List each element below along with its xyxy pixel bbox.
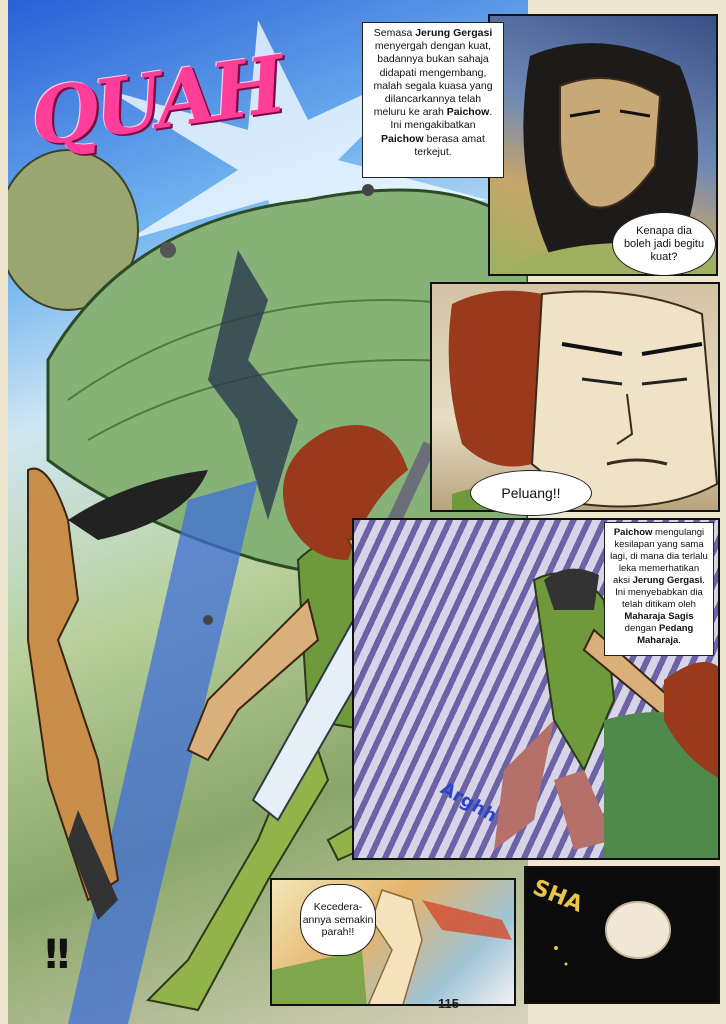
egg-object <box>606 902 670 958</box>
sfx-sha: SHA <box>529 875 587 918</box>
caption-narration-right: Paichow mengulangi kesilapan yang sama lagi, di mana dia terlalu leka memerhatikan aksi Jerung Gergasi. Ini menyebabkan dia telah ditikam oleh Maharaja Sagis dengan Pedang Maharaja. <box>604 522 714 656</box>
sfx-quah: QUAH <box>25 38 288 164</box>
paichow-hair <box>449 291 542 467</box>
sfx-arghh: Arghh <box>436 778 501 827</box>
speech-bubble-kecederaan: Kecedera-annya semakin parah!! <box>300 884 376 956</box>
speech-bubble-kenapa: Kenapa dia boleh jadi begitu kuat? <box>612 212 716 276</box>
sfx-exclamation: !! <box>42 932 67 978</box>
caption-narration-top: Semasa Jerung Gergasi menyergah dengan kuat, badannya bukan sahaja didapati mengembang, malah segala kuasa yang dilancarkannya telah meluru ke arah Paichow. Ini mengakibatkan Paichow berasa amat terkejut. <box>362 22 504 178</box>
speech-bubble-peluang: Peluang!! <box>470 470 592 516</box>
page-number: 115 <box>438 996 459 1011</box>
